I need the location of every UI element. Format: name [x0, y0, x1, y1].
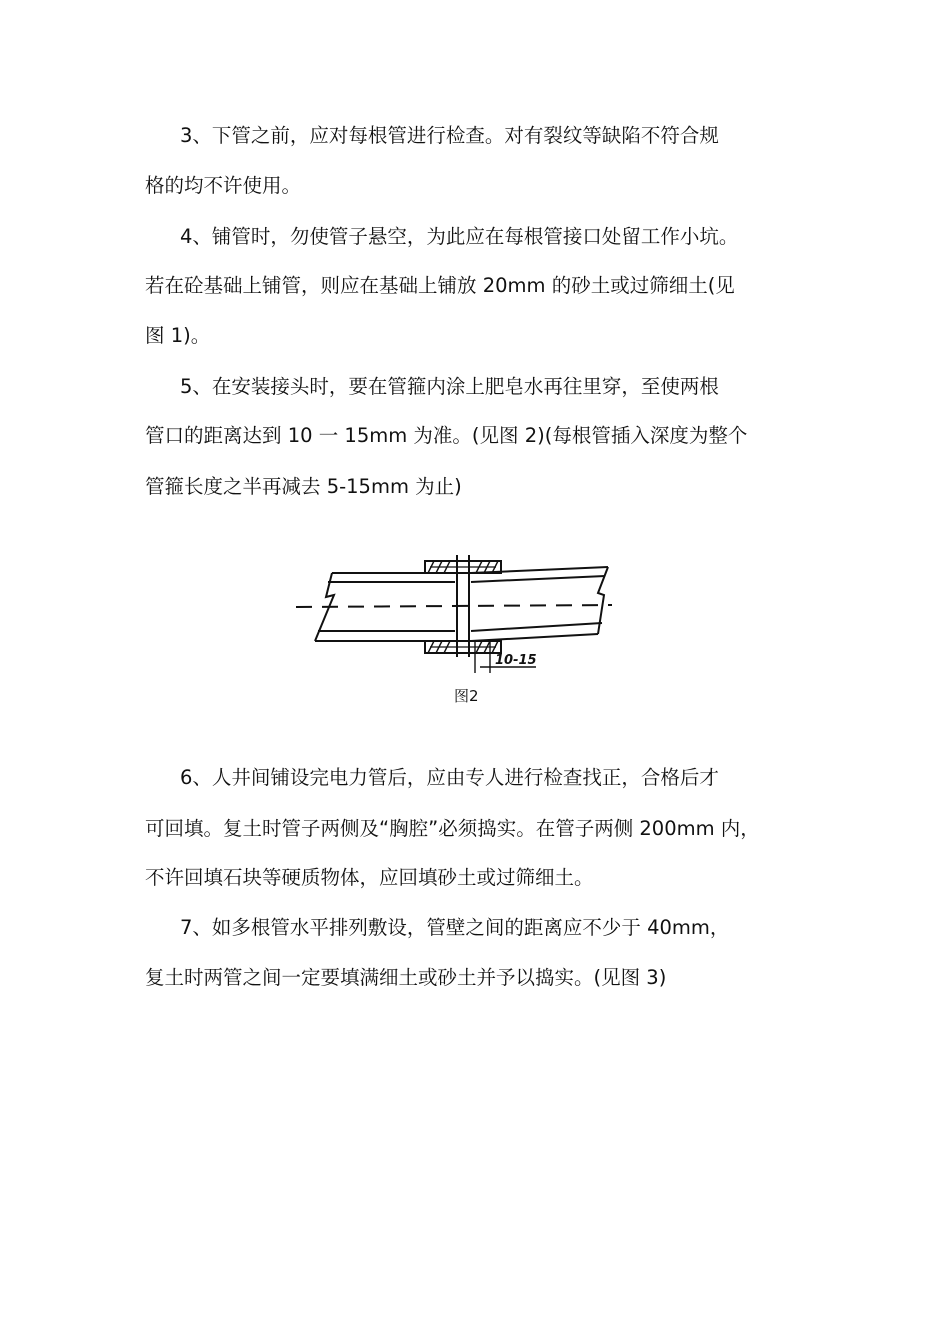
paragraph-4-line-1: 4、铺管时，勿使管子悬空，为此应在每根管接口处留工作小坑。: [180, 225, 739, 248]
paragraph-6-line-3: 不许回填石块等硬质物体，应回填砂土或过筛细土。: [145, 866, 594, 889]
paragraph-7-line-1: 7、如多根管水平排列敷设，管壁之间的距离应不少于 40mm，: [180, 916, 730, 939]
paragraph-5-line-2: 管口的距离达到 10 一 15mm 为准。(见图 2)(每根管插入深度为整个: [145, 424, 748, 447]
paragraph-7-line-2: 复土时两管之间一定要填满细土或砂土并予以捣实。(见图 3): [145, 966, 667, 989]
paragraph-5-line-1: 5、在安装接头时，要在管箍内涂上肥皂水再往里穿，至使两根: [180, 375, 719, 398]
pipe-joint-figure: [290, 545, 620, 715]
paragraph-6-line-2: 可回填。复土时管子两侧及“胸腔”必须捣实。在管子两侧 200mm 内，: [145, 817, 760, 840]
paragraph-3-line-2: 格的均不许使用。: [145, 174, 302, 197]
pipe-joint-drawing: [290, 545, 620, 715]
paragraph-6-line-1: 6、人井间铺设完电力管后，应由专人进行检查找正，合格后才: [180, 766, 719, 789]
paragraph-3-line-1: 3、下管之前，应对每根管进行检查。对有裂纹等缺陷不符合规: [180, 124, 719, 147]
paragraph-4-line-2: 若在砼基础上铺管，则应在基础上铺放 20mm 的砂土或过筛细土(见: [145, 274, 735, 297]
dimension-label: 10-15: [495, 653, 537, 668]
figure-caption: 图2: [454, 687, 479, 705]
paragraph-4-line-3: 图 1)。: [145, 324, 211, 347]
paragraph-5-line-3: 管箍长度之半再减去 5-15mm 为止): [145, 475, 462, 498]
